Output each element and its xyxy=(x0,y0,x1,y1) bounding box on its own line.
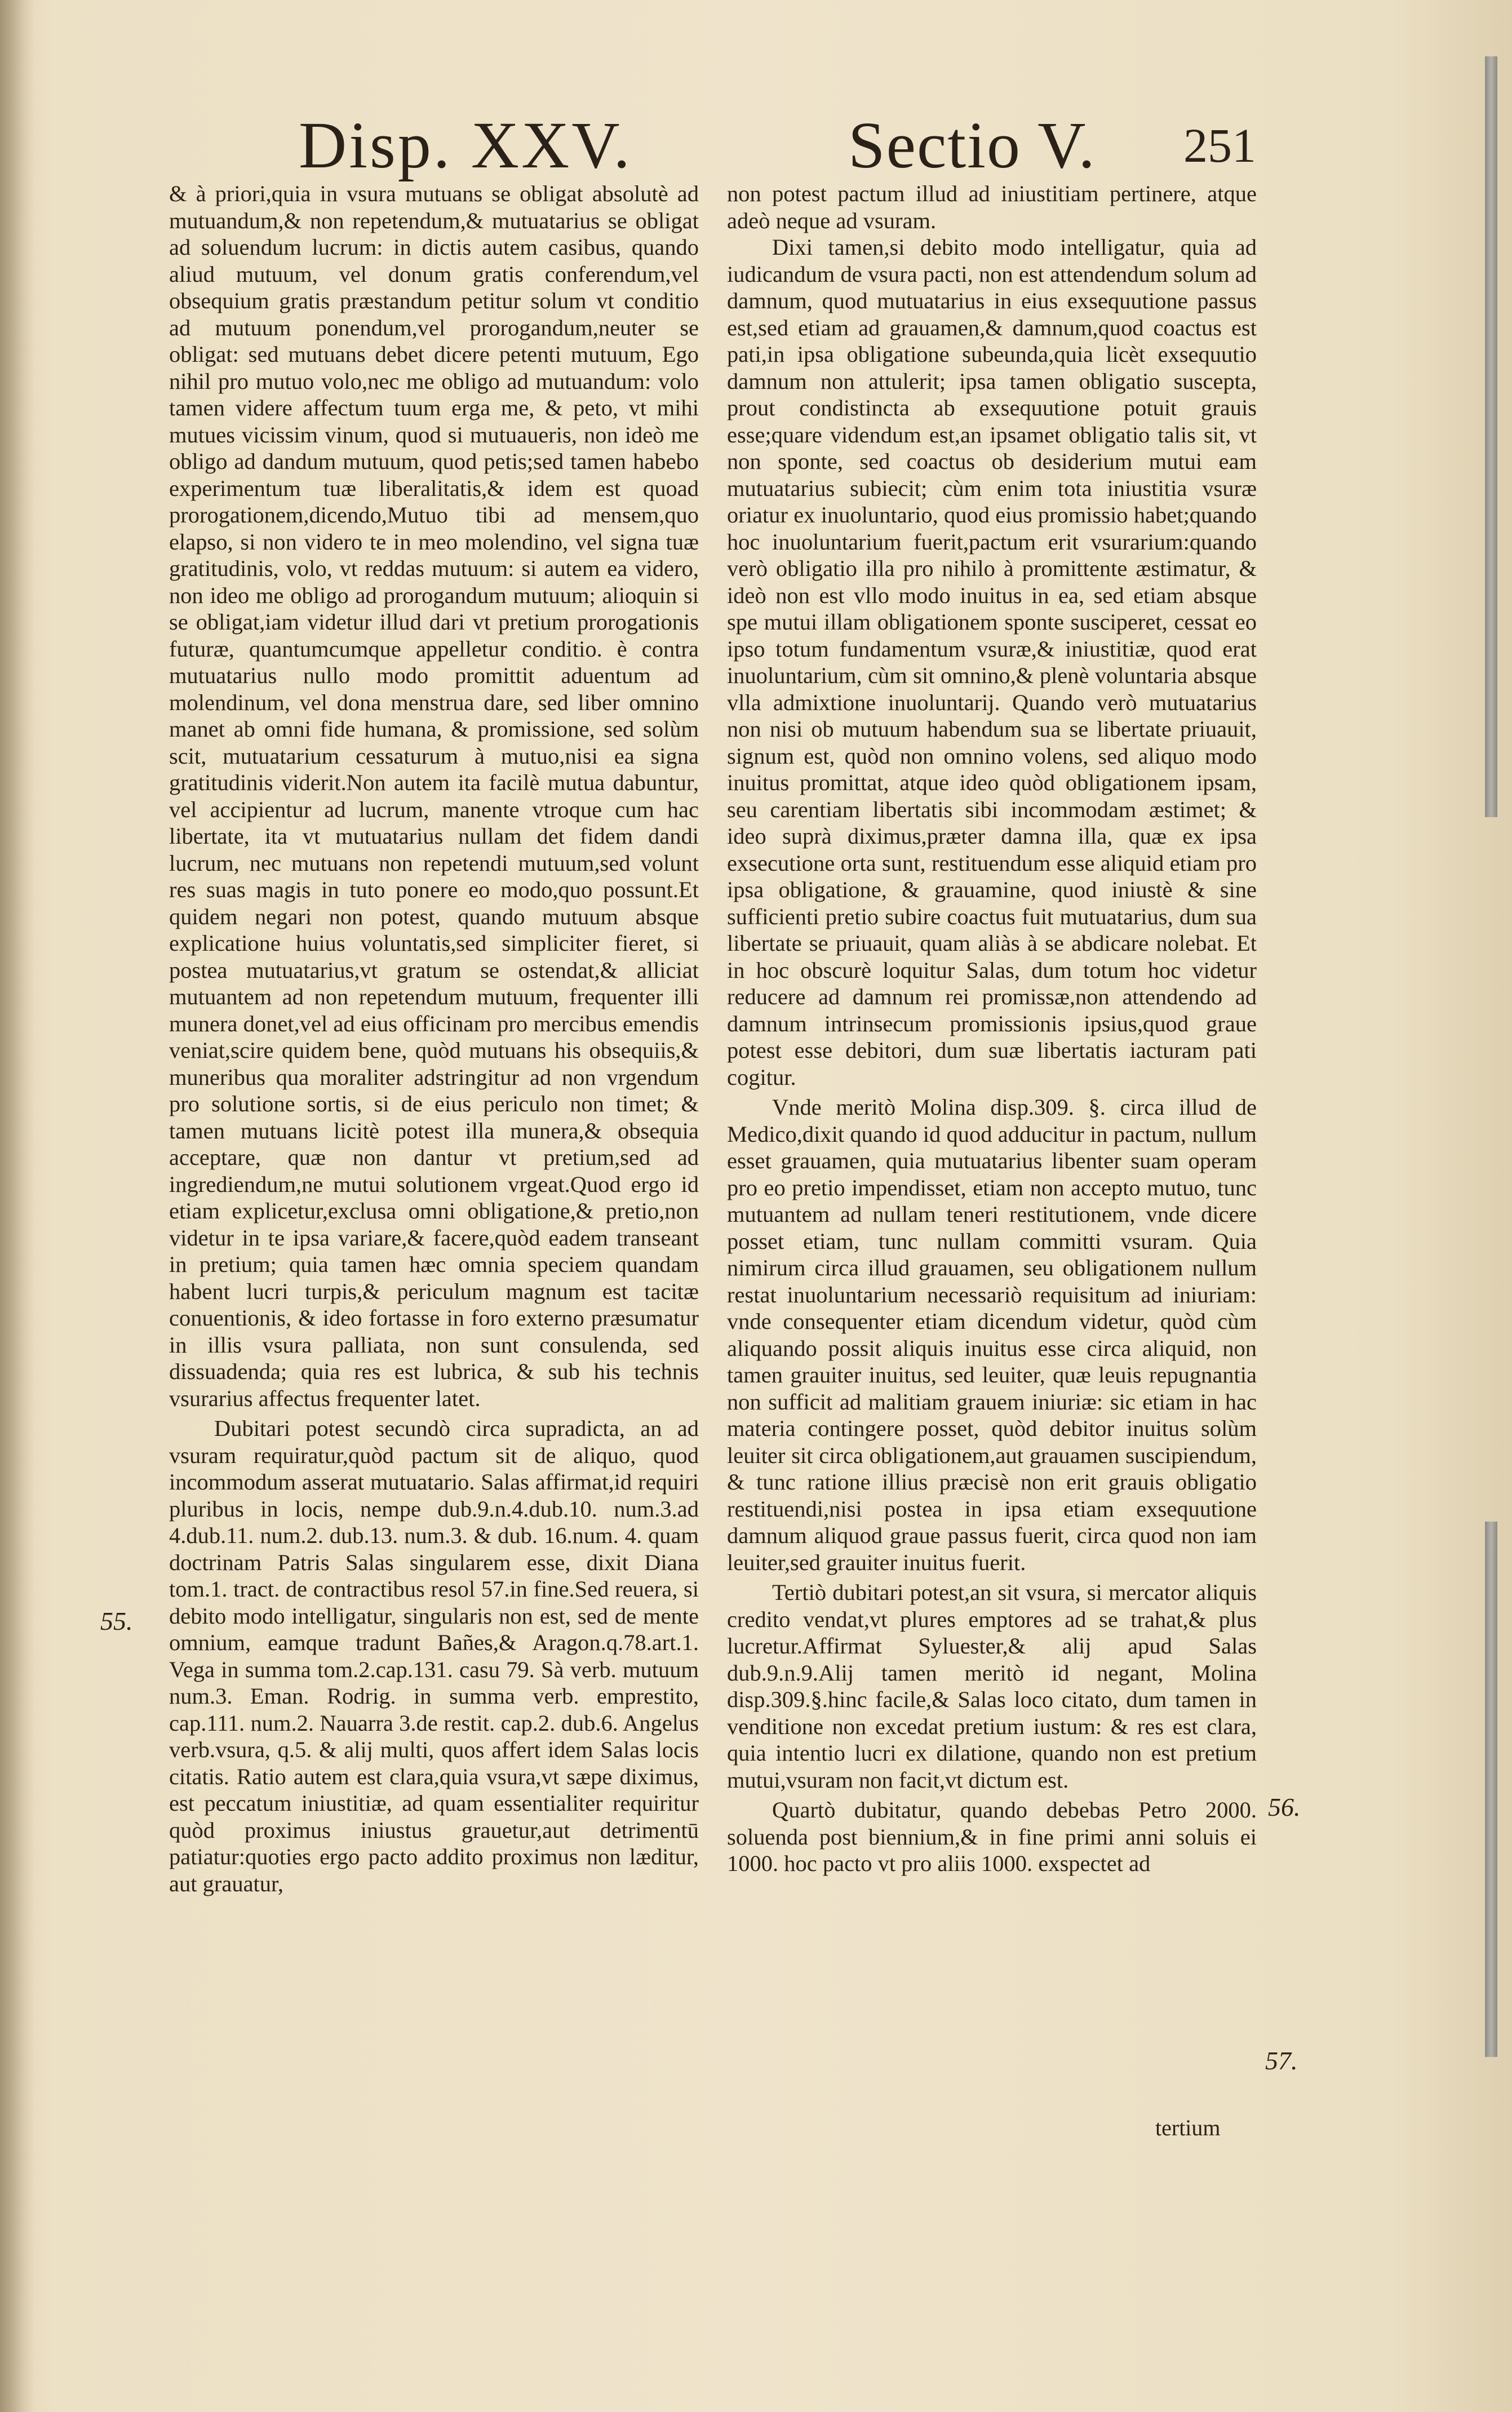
gutter-shadow xyxy=(0,0,34,2412)
paragraph: Dubitari potest secundò circa supradicta, an ad vsuram requiratur,quòd pactum sit de aliquo, quod incommodum asserat mutuatario. Salas affirmat,id requiri pluribus in locis, nempe dub.9.n.4.dub.10. num.3.ad 4.dub.11. num.2. dub.13. num.3. & dub. 16.num. 4. quam doctrinam Patris Salas singularem esse, dixit Diana tom.1. tract. de contractibus resol 57.in fine.Sed reuera, si debito modo intelligatur, singularis non est, sed de mente omnium, eamque tradunt Bañes,& Aragon.q.78.art.1. Vega in summa tom.2.cap.131. casu 79. Sà verb. mutuum num.3. Eman. Rodrig. in summa verb. emprestito, cap.111. num.2. Nauarra 3.de restit. cap.2. dub.6. Angelus verb.vsura, q.5. & alij multi, quos affert idem Salas locis citatis. Ratio autem est clara,quia vsura,vt sæpe diximus, est peccatum iniustitiæ, ad quam essentialiter requiritur quòd proximus iniustus grauetur,aut detrimentū patiatur:quoties ergo pacto addito proximus non læditur, aut grauatur, xyxy=(169,1416,699,1896)
paragraph: Tertiò dubitari potest,an sit vsura, si mercator aliquis credito vendat,vt plures emptores ad se trahat,& plus lucretur.Affirmat Syluester,& alij apud Salas dub.9.n.9.Alij tamen meritò id negant, Molina disp.309.§.hinc facile,& Salas loco citato, dum tamen in venditione non excedat pretium iustum: & res est clara, quia intentio lucri ex dilatione, quando non est pretium mutui,vsuram non facit,vt dictum est. xyxy=(727,1580,1257,1793)
left-column xyxy=(169,180,699,1897)
right-column xyxy=(727,180,1257,1877)
margin-number: 57. xyxy=(1265,2046,1298,2075)
binding-ribbon xyxy=(1485,1522,1497,2057)
paragraph: Dixi tamen,si debito modo intelligatur, quia ad iudicandum de vsura pacti, non est attendendum solum ad damnum, quod mutuatarius in eius exsequutione passus est,sed etiam ad grauamen,& damnum,quod coactus est pati,in ipsa obligatione subeunda,quia licèt exsequutio damnum non attulerit; ipsa tamen obligatio suscepta, prout condistincta ab exsequutione potuit grauis esse;quare videndum est,an ipsamet obligatio talis sit, vt non sponte, sed coactus ob desiderium mutui eam mutuatarius subiecit; cùm enim tota iniustitia vsuræ oriatur ex inuoluntario, quod eius promissio habet;quando hoc inuoluntarium fuerit,pactum erit vsurarium:quando verò obligatio illa pro nihilo à promittente æstimatur, & ideò non est vllo modo inuitus in ea, sed etiam absque spe mutui illam obligationem sponte susciperet, cessat eo ipso totum fundamentum vsuræ,& iniustitiæ, quod erat inuoluntarium, cùm sit omnino,& plenè voluntaria absque vlla admixtione inuoluntarij. Quando verò mutuatarius non nisi ob mutuum habendum sua se libertate priuauit, signum est, quòd non omnino volens, sed aliquo modo inuitus promittat, atque ideo quòd obligationem ipsam, seu carentiam libertatis sibi incommodam æstimet; & ideo suprà diximus,præter damna illa, quæ ex ipsa exsecutione orta sunt, restituendum esse aliquid etiam pro ipsa obligatione, & grauamine, quod iniustè & sine sufficienti pretio subire coactus fuit mutuatarius, dum sua libertate se priuauit, quam aliàs à se abdicare nolebat. Et in hoc obscurè loquitur Salas, dum totum hoc videtur reducere ad damnum rei promissæ,non attendendo ad damnum intrinsecum promissionis ipsius,quod graue potest esse debitori, dum suæ libertatis iacturam pati cogitur. xyxy=(727,234,1257,1090)
margin-number: 55. xyxy=(100,1607,133,1635)
paragraph: non potest pactum illud ad iniustitiam pertinere, atque adeò neque ad vsuram. xyxy=(727,181,1257,233)
catchword: tertium xyxy=(1155,2115,1221,2140)
paragraph: Vnde meritò Molina disp.309. §. circa illud de Medico,dixit quando id quod adducitur in pactum, nullum esset grauamen, quia mutuatarius libenter suam operam pro eo pretio impendisset, etiam non accepto mutuo, tunc mutuantem ad nullam teneri restitutionem, vnde dicere posset etiam, tunc nullam committi vsuram. Quia nimirum circa illud grauamen, seu obligationem nullum restat inuoluntarium necessariò requisitum ad iniuriam: vnde consequenter etiam dicendum videtur, quòd cùm aliquando possit aliquis inuitus esse circa aliquid, non tamen grauiter inuitus, sed leuiter, quæ leuis repugnantia non sufficit ad malitiam grauem iniuriæ: sic etiam in hac materia contingere posset, quòd debitor inuitus solùm leuiter sit circa obligationem,aut grauamen suscipiendum, & tunc ratione illius præcisè non erit grauis obligatio restituendi,nisi postea in ipsa etiam exsequutione damnum aliquod graue passus fuerit, circa quod non iam leuiter,sed grauiter inuitus fuerit. xyxy=(727,1094,1257,1575)
paragraph: & à priori,quia in vsura mutuans se obligat absolutè ad mutuandum,& non repetendum,& mutuatarius se obligat ad soluendum lucrum: in dictis autem casibus, quando aliud mutuum, vel donum gratis conferendum,vel obsequium gratis præstandum petitur solum vt conditio ad mutuum ponendum,vel prorogandum,neuter se obligat: sed mutuans debet dicere petenti mutuum, Ego nihil pro mutuo volo,nec me obligo ad mutuandum: volo tamen videre affectum tuum erga me, & peto, vt mihi mutues vicissim vinum, quod si mutuaueris, non ideò me obligo ad dandum mutuum, quod petis;sed tamen habebo experimentum tuæ liberalitatis,& idem est quoad prorogationem,dicendo,Mutuo tibi ad mensem,quo elapso, si non videro te in meo molendino, vel signa tuæ gratitudinis, volo, vt reddas mutuum: si autem ea videro, non ideo me obligo ad prorogandum mutuum; alioquin si se obligat,iam videtur illud dari vt pretium prorogationis futuræ, quantumcumque appelletur conditio. è contra mutuatarius nullo modo promittit aduentum ad molendinum, vel dona menstrua dare, sed liber omnino manet ab omni fide humana, & promissione, sed solùm scit, mutuatarium cessaturum à mutuo,nisi ea signa gratitudinis viderit.Non autem ita facilè mutua dabuntur, vel accipientur ad lucrum, manente vtroque cum hac libertate, ita vt mutuatarius nullam det fidem dandi lucrum, nec mutuans non repetendi mutuum,sed volunt res suas magis in tuto ponere eo modo,quo possunt.Et quidem negari non potest, quando mutuum absque explicatione huius voluntatis,sed simpliciter fieret, si postea mutuatarius,vt gratum se ostendat,& alliciat mutuantem ad non repetendum mutuum, frequenter illi munera donet,vel ad eius officinam pro mercibus emendis veniat,scire quidem bene, quòd mutuans his obsequiis,& muneribus qua moraliter adstringitur ad non vrgendum pro solutione sortis, si de eius periculo non timet; & tamen mutuans licitè potest illa munera,& obsequia acceptare, quæ non dantur vt pretium,sed ad ingrediendum,ne mutui solutionem vrgeat.Quod ergo id etiam explicetur,exclusa omni obligatione,& pretio,non videtur in te ipsa variare,& facere,quòd eadem transeant in pretium; quia tamen hæc omnia speciem quandam habent lucri turpis,& periculum magnum est tacitæ conuentionis, & ideo fortasse in foro externo præsumatur in illis vsura palliata, non sunt consulenda, sed dissuadenda; quia res est lubrica, & sub his technis vsurarius affectus frequenter latet. xyxy=(169,181,699,1411)
page-number: 251 xyxy=(1183,118,1256,172)
running-header xyxy=(0,107,1512,182)
paragraph: Quartò dubitatur, quando debebas Petro 2000. soluenda post biennium,& in fine primi anni soluis ei 1000. hoc pacto vt pro aliis 1000. exspectet ad xyxy=(727,1797,1257,1876)
header-section: Sectio V. xyxy=(848,108,1096,182)
margin-number: 56. xyxy=(1268,1793,1301,1821)
header-disputation: Disp. XXV. xyxy=(299,108,632,182)
